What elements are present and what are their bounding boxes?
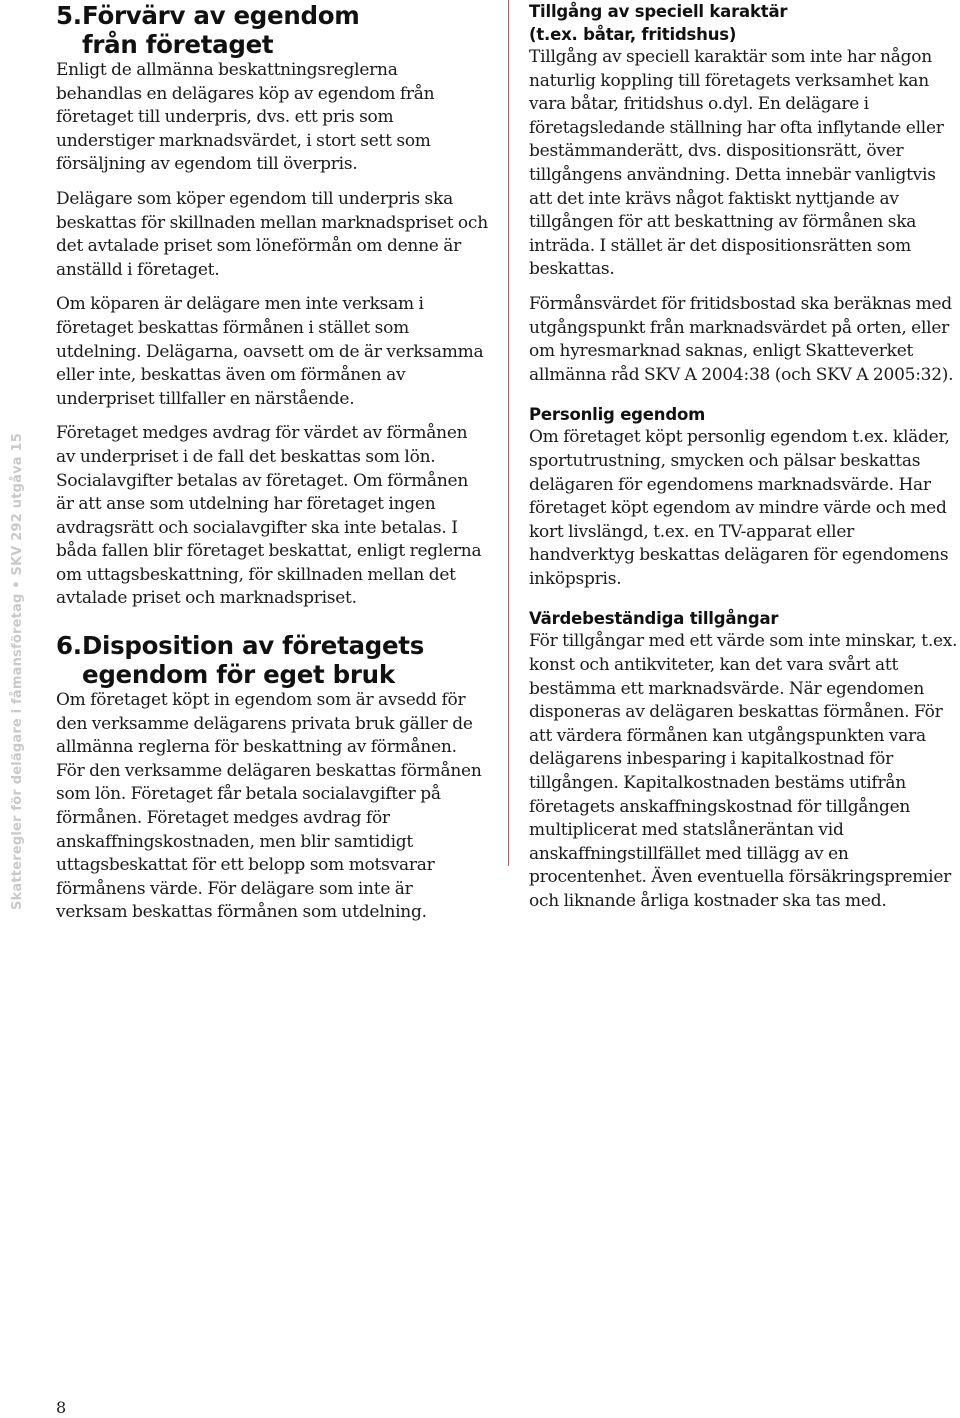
section-6-number: 6. xyxy=(56,631,82,661)
page-number: 8 xyxy=(56,1398,67,1417)
section-5-paragraph-4: Företaget medges avdrag för värdet av förmånen av underpriset i de fall det beskattas som lön. Socialavgifter betalas av företaget. Om förmånen är att anse som utdelning har företaget ingen avdragsrätt och socialavgifter ska inte betalas. I båda fallen blir företaget beskattat, enligt reglerna om uttagsbeskattning, för skillnaden mellan det avtalade priset och marknadspriset. xyxy=(56,423,482,609)
section-5-paragraph-3: Om köparen är delägare men inte verksam i företaget beskattas förmånen i stället som utdelning. Delägarna, oavsett om de är verksamma eller inte, beskattas även om förmånen av underpriset tillfaller en närstående. xyxy=(56,294,484,409)
special-asset-paragraph: Tillgång av speciell karaktär som inte har någon naturlig koppling till företagets verksamhet kan vara båtar, fritidshus o.dyl. En delägare i företagsledande ställning har ofta inflytande eller bestämmanderätt, dvs. dispositionsrätt, över tillgångens användning. Detta innebär vanligtvis att det inte krävs något faktiskt nyttjande av tillgången för att beskattning av förmånen ska inträda. I stället är det dispositionsrätten som beskattas. xyxy=(529,47,944,280)
section-5-paragraph-2: Delägare som köper egendom till underpris ska beskattas för skillnaden mellan marknadspriset och det avtalade priset som löneförmån om denne är anställd i företaget. xyxy=(56,188,488,280)
personal-property-heading: Personlig egendom xyxy=(529,405,706,425)
special-asset-heading-line2: (t.ex. båtar, fritidshus) xyxy=(529,25,737,44)
section-5-title-line1: Förvärv av egendom xyxy=(82,1,360,30)
durable-assets-paragraph: För tillgångar med ett värde som inte minskar, t.ex. konst och antikviteter, kan det vara svårt att bestämma ett marknadsvärde. När egendomen disponeras av delägaren beskattas förmånen. För att värdera förmånen kan utgångspunkten vara delägarens inbesparing i kapitalkostnad för tillgången. Kapitalkostnaden bestäms utifrån företagets anskaffningskostnad för tillgången multiplicerat med statslåneräntan vid anskaffningstillfället med tillägg av en procentenhet. Även eventuella försäkringspremier och liknande årliga kostnader ska tas med. xyxy=(529,631,958,911)
special-asset-heading-line1: Tillgång av speciell karaktär xyxy=(529,2,788,21)
section-6-title-line1: Disposition av företagets xyxy=(82,631,424,661)
side-label-text: Skatteregler för delägare i fåmansföretag • SKV 292 utgåva 15 xyxy=(10,433,25,910)
holiday-home-paragraph: Förmånsvärdet för fritidsbostad ska beräknas med utgångspunkt från marknadsvärdet på orten, eller om hyresmarknad saknas, enligt Skatteverket allmänna råd SKV A 2004:38 (och SKV A 2005:32). xyxy=(529,293,954,385)
section-5-number: 5. xyxy=(56,1,82,30)
column-divider xyxy=(508,0,509,866)
section-5-title-line2: från företaget xyxy=(82,30,274,59)
section-6-paragraph: Om företaget köpt in egendom som är avsedd för den verksamme delägarens privata bruk gäller de allmänna reglerna för beskattning av förmånen. För den verksamme delägaren beskattas förmånen som lön. Företaget får betala socialavgifter på förmånen. Företaget medges avdrag för anskaffningskostnaden, men blir samtidigt uttagsbeskattat för ett belopp som motsvarar förmånens värde. För delägare som inte är verksam beskattas förmånen som utdelning. xyxy=(56,690,482,923)
durable-assets-heading: Värdebeständiga tillgångar xyxy=(529,609,779,629)
vertical-side-label xyxy=(0,0,25,1417)
section-5-heading xyxy=(56,1,488,59)
section-5-paragraph-1: Enligt de allmänna beskattningsreglerna behandlas en delägares köp av egendom från företaget till underpris, dvs. ett pris som understiger marknadsvärdet, i stort sett som försäljning av egendom till överpris. xyxy=(56,60,435,175)
section-6-heading xyxy=(56,631,488,689)
section-6-title-line2: egendom för eget bruk xyxy=(82,660,395,690)
special-asset-heading xyxy=(529,0,960,46)
personal-property-paragraph: Om företaget köpt personlig egendom t.ex. kläder, sportutrustning, smycken och pälsar beskattas delägaren för egendomens marknadsvärde. Har företaget köpt egendom av mindre värde och med kort livslängd, t.ex. en TV-apparat eller handverktyg beskattas delägaren för egendomens inköpspris. xyxy=(529,427,950,589)
right-column xyxy=(529,0,960,914)
left-column xyxy=(56,0,488,925)
